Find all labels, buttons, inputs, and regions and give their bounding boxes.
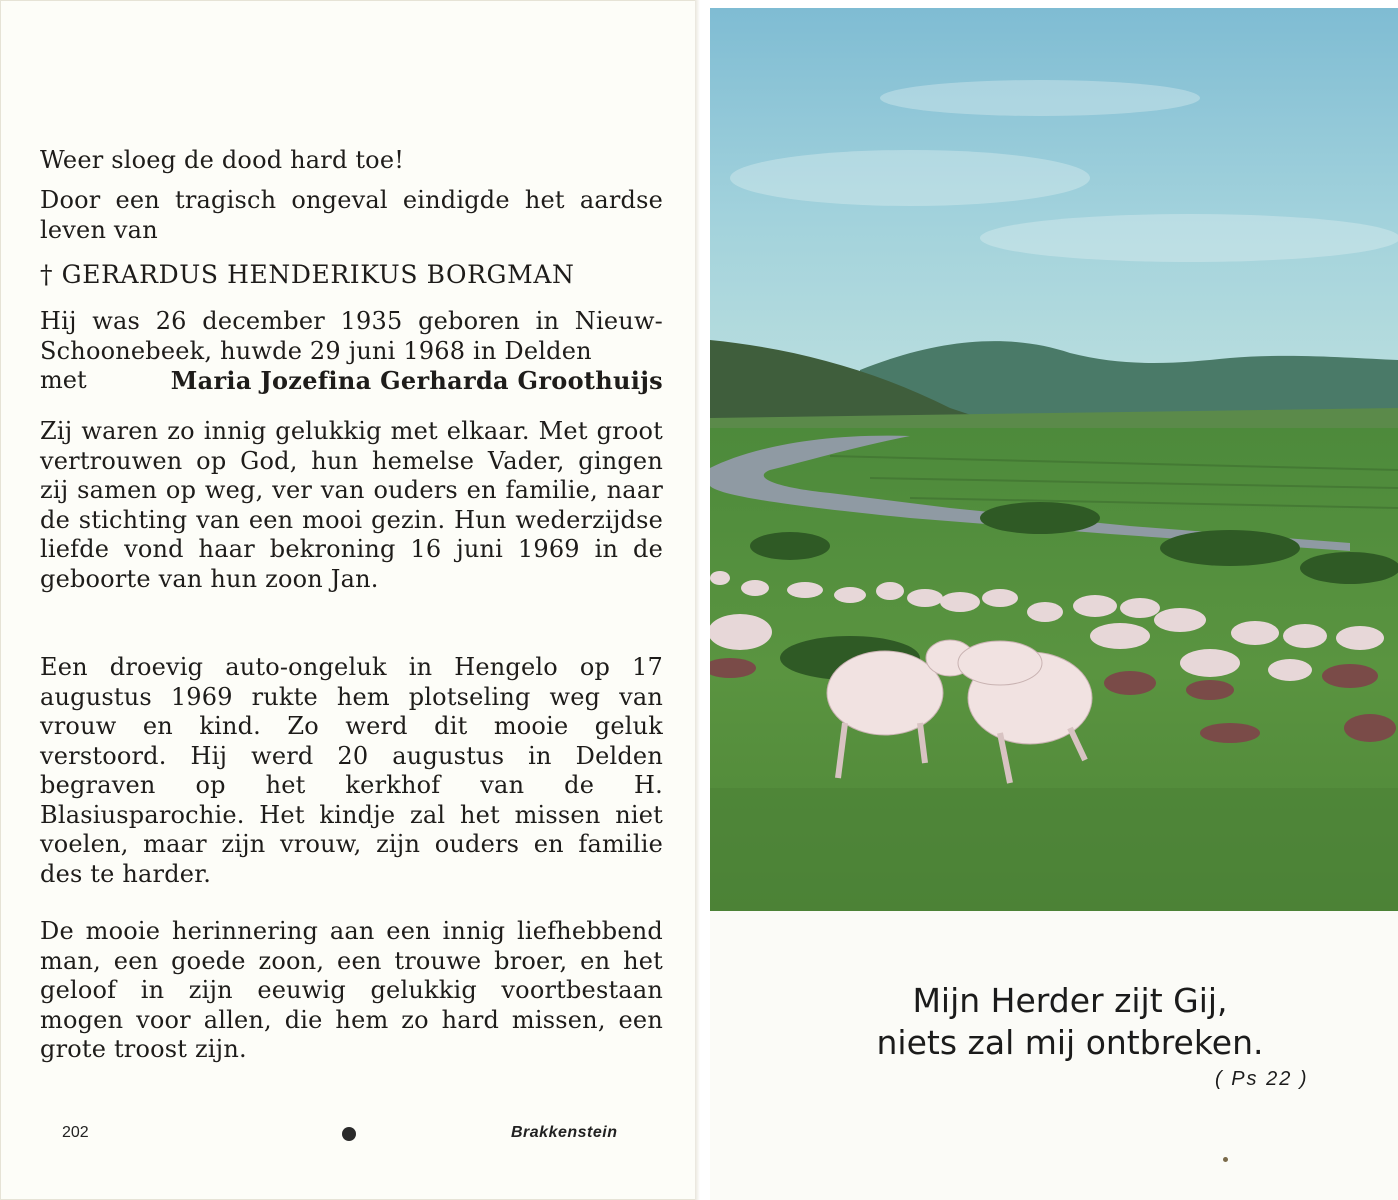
birth-marriage-text: Hij was 26 december 1935 geboren in Nieuw-Schoonebeek, huwde 29 juni 1968 in Delden <box>40 307 663 365</box>
paper-speck <box>1223 1157 1228 1162</box>
publisher-name: Brakkenstein <box>511 1124 618 1141</box>
memorial-card-image-side <box>710 8 1398 1200</box>
spouse-line <box>40 366 663 396</box>
spouse-name: Maria Jozefina Gerharda Groothuijs <box>170 366 663 395</box>
psalm-line-1: Mijn Herder zijt Gij, <box>912 981 1228 1020</box>
psalm-line-2: niets zal mij ontbreken. <box>876 1023 1264 1062</box>
sheep-landscape-photo <box>710 8 1398 911</box>
card-number: 202 <box>62 1124 89 1141</box>
paragraph-accident: Een droevig auto-ongeluk in Hengelo op 17 augustus 1969 rukte hem plotseling weg van vrouw en kind. Zo werd dit mooie geluk verstoord. Hij werd 20 augustus in Delden begraven op het kerkhof van de H. Blasiusparochie. Het kindje zal het missen niet voelen, maar zijn vrouw, zijn ouders en familie des te harder. <box>40 653 663 888</box>
intro-line-1: Weer sloeg de dood hard toe! <box>40 146 405 174</box>
spouse-prefix: met <box>40 366 87 394</box>
paragraph-remembrance: De mooie herinnering aan een innig liefhebbend man, een goede zoon, een trouwe broer, en het geloof in zijn eeuwig gelukkig voortbestaan mogen voor allen, die hem zo hard missen, een grote troost zijn. <box>40 917 663 1063</box>
landscape-illustration <box>710 8 1398 911</box>
deceased-name: † GERARDUS HENDERIKUS BORGMAN <box>40 260 575 289</box>
intro-line-2: Door een tragisch ongeval eindigde het aardse leven van <box>40 186 663 244</box>
psalm-reference: ( Ps 22 ) <box>1215 1068 1309 1090</box>
card-gap <box>700 0 710 1200</box>
publisher-mark-icon <box>342 1127 356 1141</box>
psalm-verse <box>830 980 1310 1064</box>
grass-shadow <box>710 788 1398 911</box>
paragraph-marriage: Zij waren zo innig gelukkig met elkaar. Met groot vertrouwen op God, hun hemelse Vader, gingen zij samen op weg, ver van ouders en familie, naar de stichting van een mooi gezin. Hun wederzijdse liefde vond haar bekroning 16 juni 1969 in de geboorte van hun zoon Jan. <box>40 417 663 593</box>
